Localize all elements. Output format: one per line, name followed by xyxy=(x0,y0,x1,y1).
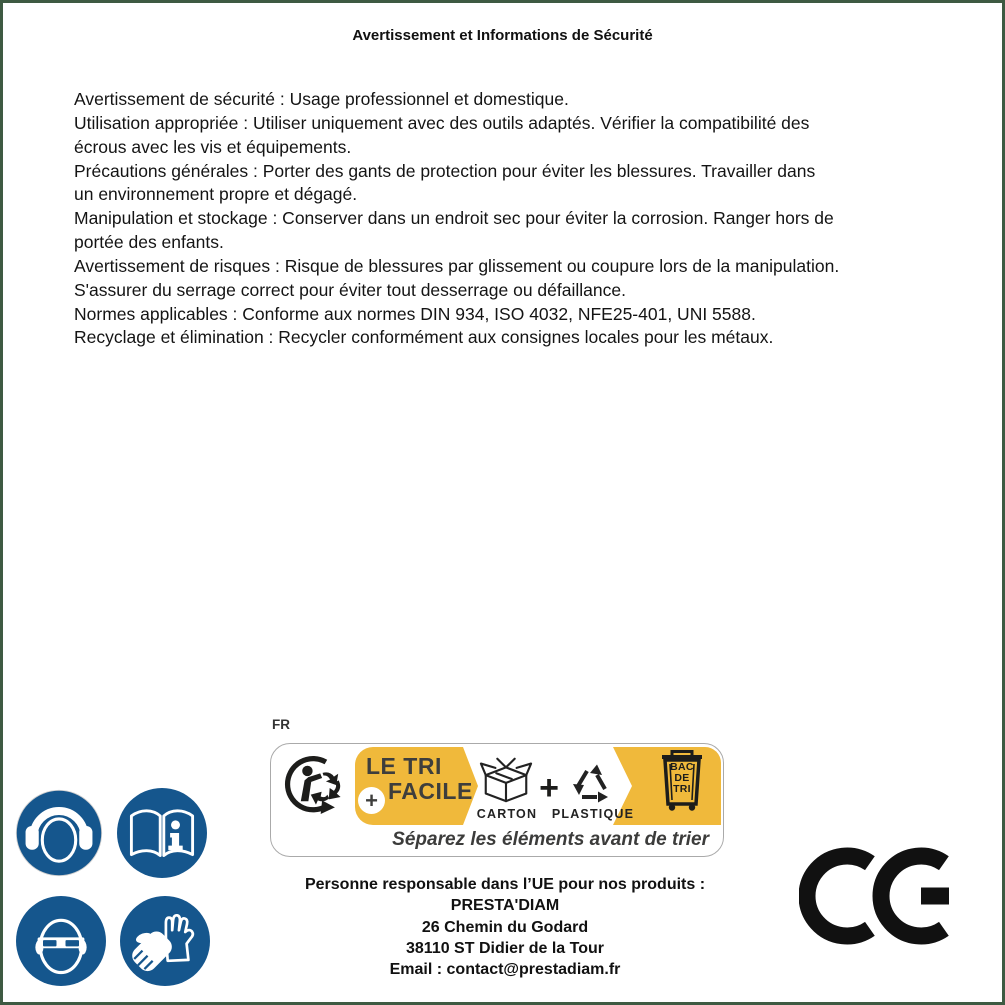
address-city: 38110 ST Didier de la Tour xyxy=(406,939,604,957)
safety-text-block xyxy=(74,88,839,350)
ce-mark-icon xyxy=(799,841,974,956)
responsible-block xyxy=(235,874,775,980)
safety-text-line: Utilisation appropriée : Utiliser uniquement avec des outils adaptés. Vérifier la compatibilité des xyxy=(74,112,810,133)
carton-box-icon xyxy=(479,754,533,809)
triman-icon xyxy=(279,750,351,831)
protective-gloves-icon xyxy=(120,896,210,986)
safety-text-line: Avertissement de sécurité : Usage professionnel et domestique. xyxy=(74,89,569,109)
safety-text-line: un environnement propre et dégagé. xyxy=(74,184,358,205)
safety-text-line: écrous avec les vis et équipements. xyxy=(74,136,352,157)
company-name: PRESTA'DIAM xyxy=(450,897,560,915)
sorting-instruction: Séparez les éléments avant de trier xyxy=(392,829,709,850)
safety-text-line: Précautions générales : Porter des gants de protection pour éviter les blessures. Travailler dans xyxy=(74,160,816,181)
carton-label: CARTON xyxy=(476,807,538,821)
tri-plus-icon: + xyxy=(358,787,385,814)
safety-text-line: portée des enfants. xyxy=(74,232,224,253)
tri-headline-line2: FACILE xyxy=(388,778,473,804)
contact-email: Email : contact@prestadiam.fr xyxy=(389,961,621,979)
safety-text-line: S'assurer du serrage correct pour éviter tout desserrage ou défaillance. xyxy=(74,279,626,300)
address-street: 26 Chemin du Godard xyxy=(421,918,589,936)
tri-facile-band xyxy=(355,747,721,825)
plastique-label: PLASTIQUE xyxy=(551,807,635,821)
responsible-intro: Personne responsable dans l’UE pour nos produits : xyxy=(304,876,706,893)
materials-plus-icon: + xyxy=(539,769,559,807)
page-title: Avertissement et Informations de Sécurité xyxy=(352,27,653,44)
bin-label: BAC DE TRI xyxy=(670,761,694,795)
safety-text-line: Normes applicables : Conforme aux normes DIN 934, ISO 4032, NFE25-401, UNI 5588. xyxy=(74,303,756,324)
eye-protection-icon xyxy=(16,896,106,986)
plastic-recycle-icon xyxy=(567,756,615,809)
country-code-label: FR xyxy=(272,717,290,732)
ear-protection-icon xyxy=(15,789,103,877)
read-manual-icon xyxy=(117,788,207,878)
safety-text-line: Recyclage et élimination : Recycler conformément aux consignes locales pour les métaux. xyxy=(74,327,774,348)
safety-text-line: Avertissement de risques : Risque de blessures par glissement ou coupure lors de la manipulation. xyxy=(74,255,840,276)
tri-headline-line1: LE TRI xyxy=(366,753,442,779)
safety-text-line: Manipulation et stockage : Conserver dans un endroit sec pour éviter la corrosion. Ranger hors de xyxy=(74,208,834,229)
recycling-banner xyxy=(270,743,724,857)
